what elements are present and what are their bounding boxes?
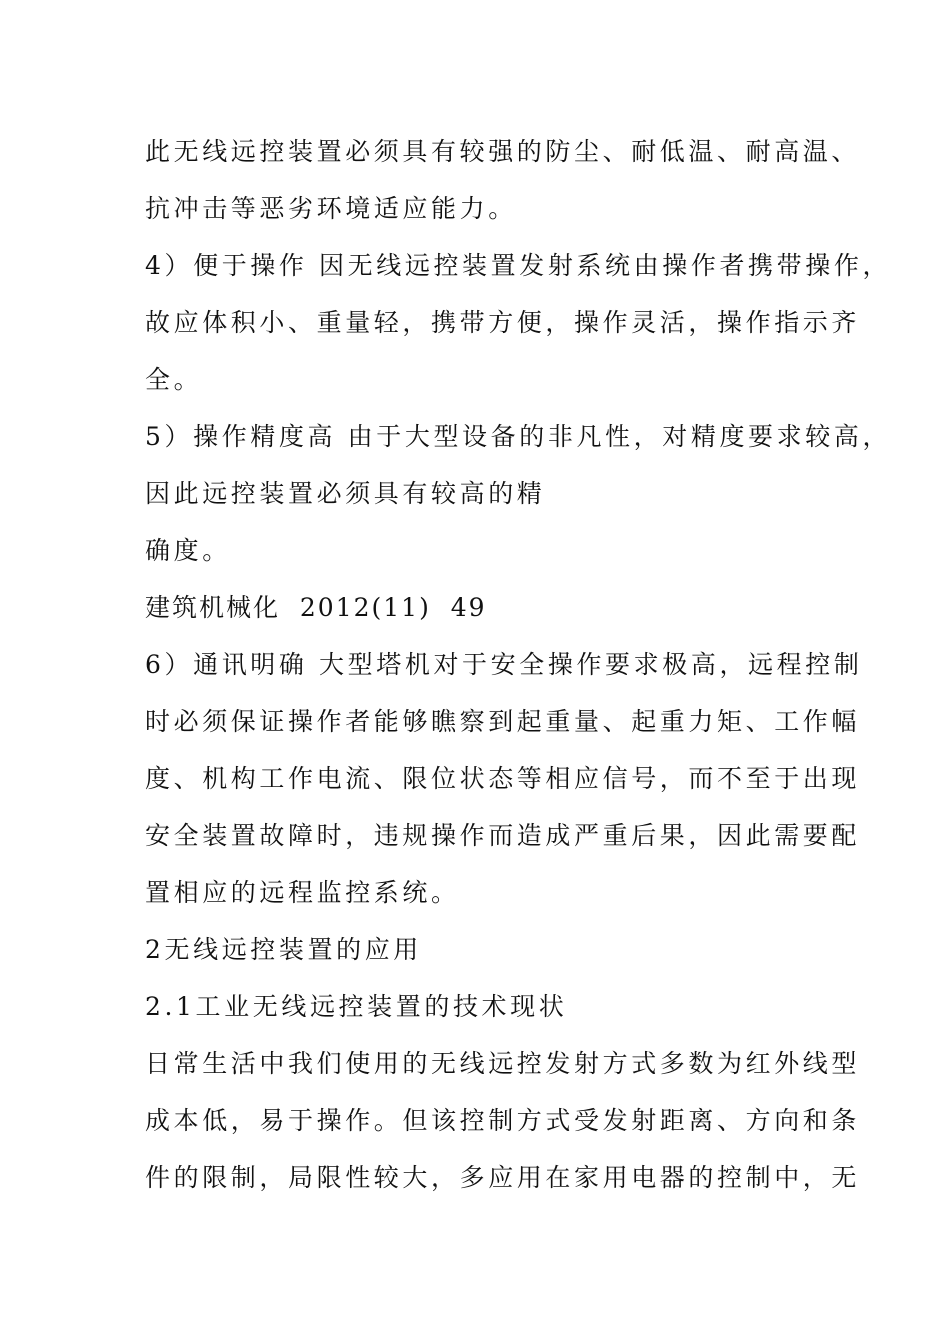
text-line: 因此远控装置必须具有较高的精 [145,479,546,508]
text-line: 此无线远控装置必须具有较强的防尘、耐低温、耐高温、 [145,137,861,166]
text-line: 故应体积小、重量轻，携带方便，操作灵活，操作指示齐 [145,308,861,337]
section-heading: 2无线远控装置的应用 [145,935,422,964]
text-line: 安全装置故障时，违规操作而造成严重后果，因此需要配 [145,821,861,850]
subsection-heading: 2.1工业无线远控装置的技术现状 [145,992,568,1021]
text-line: 置相应的远程监控系统。 [145,878,460,907]
text-line: 日常生活中我们使用的无线远控发射方式多数为红外线型 [145,1049,861,1078]
text-line: 件的限制，局限性较大，多应用在家用电器的控制中，无 [145,1163,861,1192]
text-line: 全。 [145,365,203,394]
journal-citation: 建筑机械化 2012(11) 49 [145,593,487,622]
text-line: 5）操作精度高 由于大型设备的非凡性，对精度要求较高， [145,422,892,451]
text-line: 度、机构工作电流、限位状态等相应信号，而不至于出现 [145,764,861,793]
text-line: 成本低，易于操作。但该控制方式受发射距离、方向和条 [145,1106,861,1135]
text-line: 确度。 [145,536,231,565]
text-line: 6）通讯明确 大型塔机对于安全操作要求极高，远程控制 [145,650,863,679]
text-line: 抗冲击等恶劣环境适应能力。 [145,194,517,223]
text-line: 4）便于操作 因无线远控装置发射系统由操作者携带操作， [145,251,892,280]
text-line: 时必须保证操作者能够瞧察到起重量、起重力矩、工作幅 [145,707,861,736]
